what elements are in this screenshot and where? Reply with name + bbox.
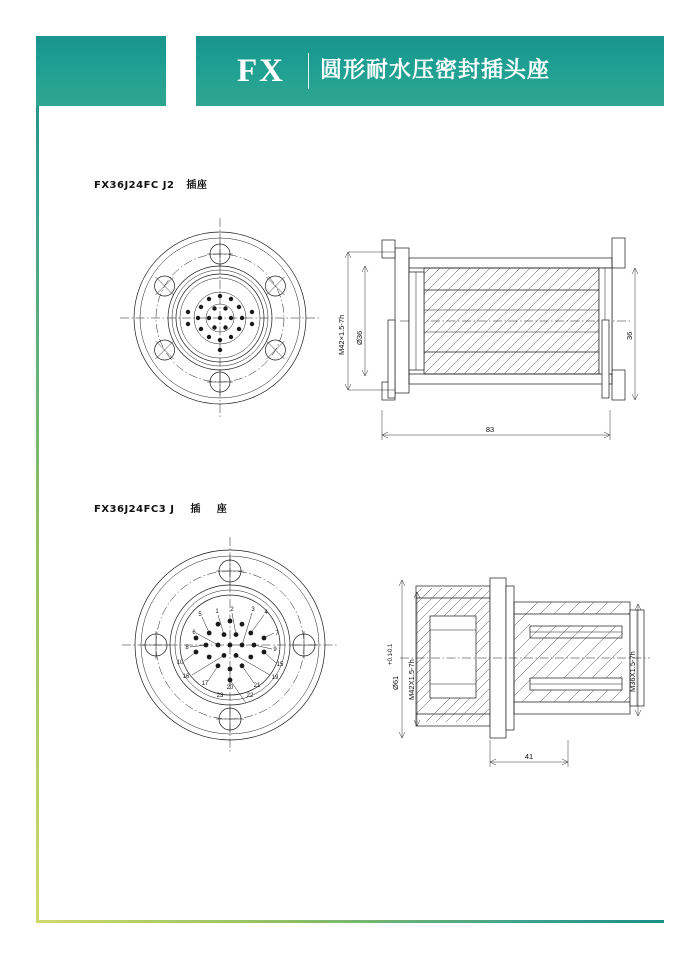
page-border-left [36,36,39,920]
pin-label: 22 [246,693,254,699]
page-header [36,36,664,106]
pin-label: 17 [201,681,209,687]
front-view-2 [122,537,338,753]
dim-thread-1: M42×1.5-7h [337,314,346,355]
pin-label: 1 [215,609,219,615]
page-title: 圆形耐水压密封插头座 [320,58,551,83]
dim-thread-right-2: M36X1.5-7h [628,651,637,692]
section-2-drawing [90,530,650,790]
header-gap [166,36,196,106]
dim-diameter-2-tol-dn: -0.1 [388,643,394,654]
side-view-2 [400,578,650,738]
section-2-caption: FX36J24FC3 J 插 座 [94,504,228,515]
dimensions-2 [388,580,641,767]
pin-label: 15 [276,662,284,668]
header-left-block [36,36,166,106]
dim-length-1: 83 [485,425,495,434]
pin-label: 7 [275,631,279,637]
front-view-1 [120,218,320,418]
pin-label: 8 [185,645,189,651]
pin-label: 20 [226,685,234,691]
pin-label: 6 [192,630,196,636]
pin-label: 3 [251,607,255,613]
section-1-drawing [90,210,650,460]
pin-label: 4 [264,610,268,616]
pin-label: 21 [253,683,261,689]
pin-label: 10 [176,660,184,666]
pin-label: 16 [182,674,190,680]
dim-diameter-2-tol-up: +0.1 [388,653,394,665]
section-1-caption: FX36J24FC J2 插座 [94,180,208,191]
brand-logo: FX [237,53,285,89]
dim-diameter-2: Ø61 [391,675,400,690]
contacts-2 [177,607,284,703]
dim-thread-left-2: M42X1.5-7h [407,659,416,700]
side-view-1 [382,238,630,400]
pin-label: 2 [230,607,234,613]
pin-label: 23 [216,693,224,699]
pin-label: 9 [273,647,277,653]
pin-label: 19 [271,675,279,681]
page-border-bottom [36,920,664,923]
dim-length-2: 41 [524,752,534,761]
dim-diameter-1: Ø36 [355,330,364,345]
header-divider [308,53,309,89]
pin-label: 5 [198,612,202,618]
dim-height-1: 36 [625,331,634,340]
